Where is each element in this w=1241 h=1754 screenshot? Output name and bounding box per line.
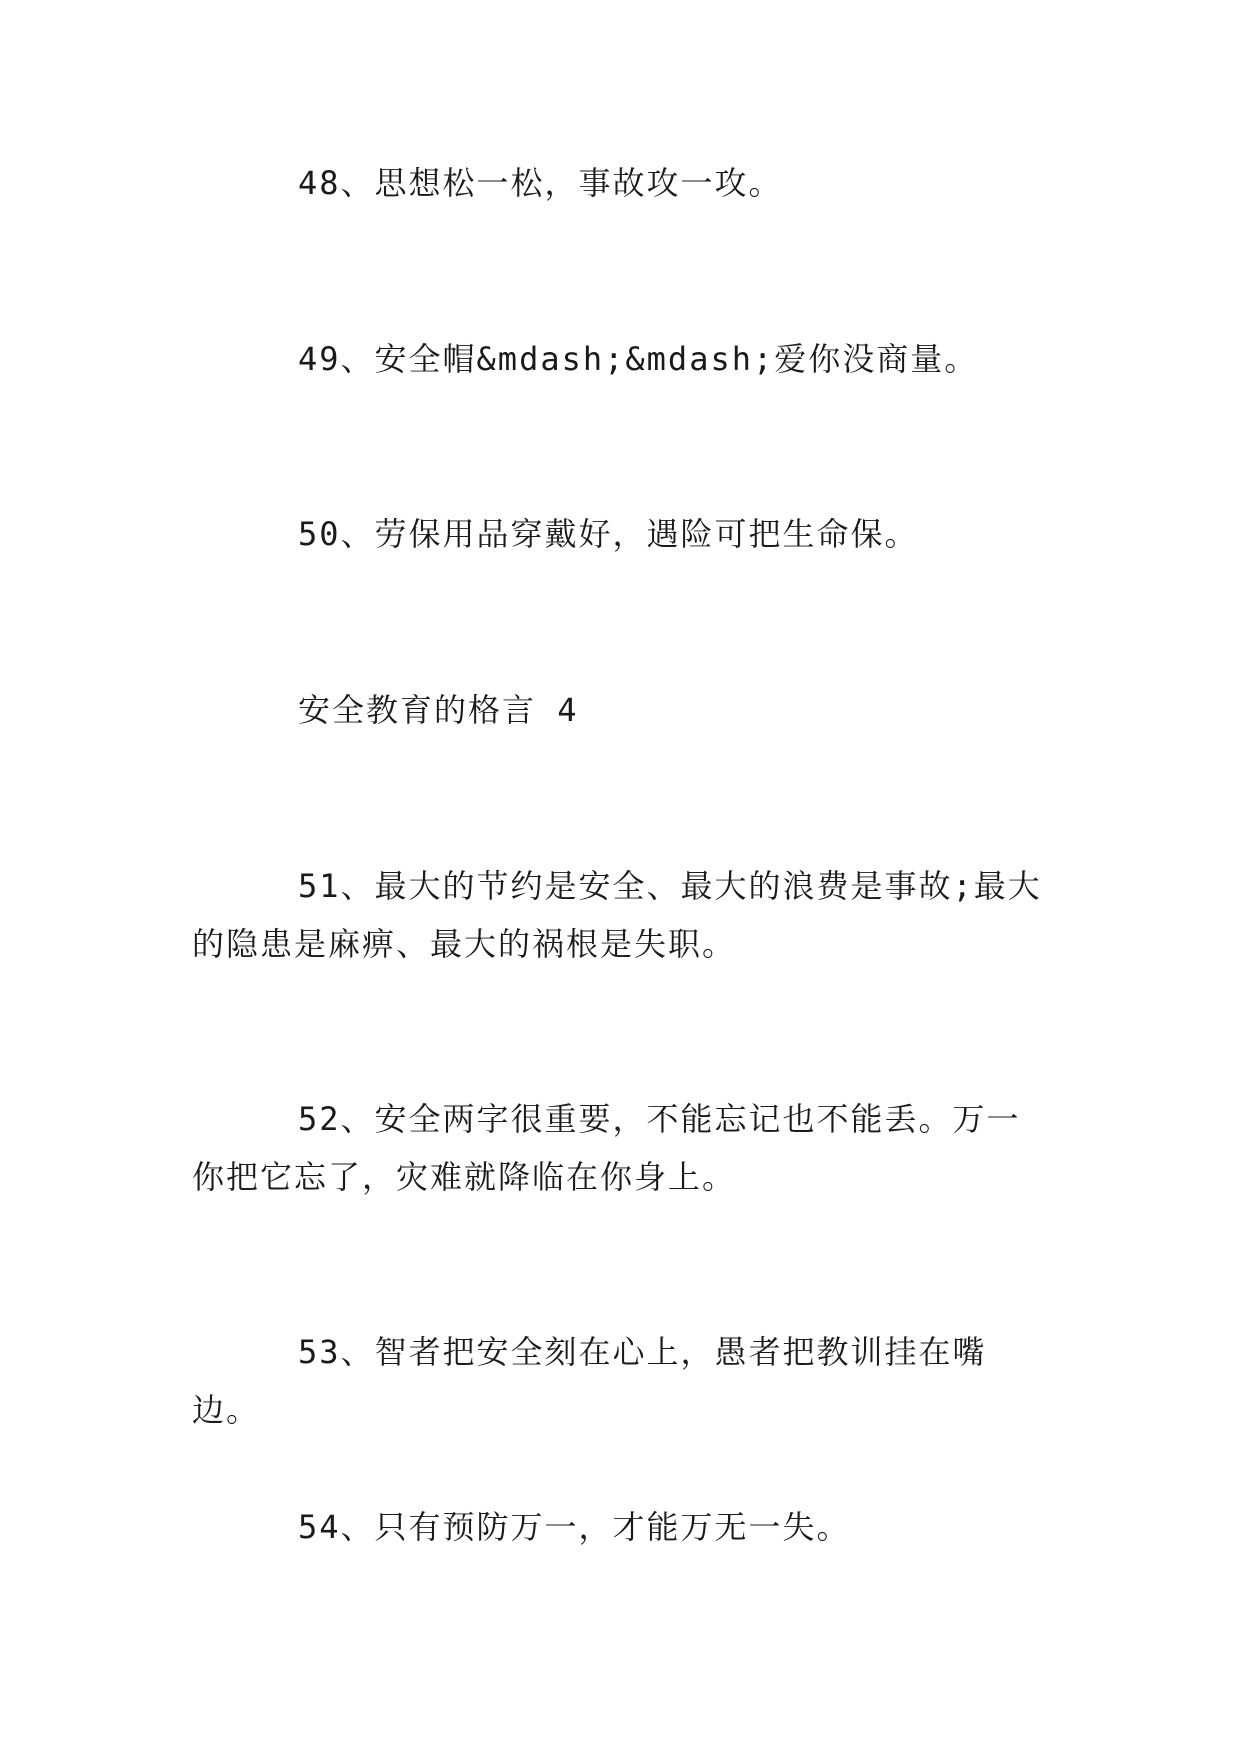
paragraph-48: 48、思想松一松，事故攻一攻。 [298, 164, 783, 202]
paragraph-50: 50、劳保用品穿戴好，遇险可把生命保。 [298, 515, 919, 553]
paragraph-53: 53、智者把安全刻在心上，愚者把教训挂在嘴边。 [192, 1333, 987, 1429]
paragraph-49: 49、安全帽&mdash;&mdash;爱你没商量。 [298, 340, 979, 378]
section-heading: 安全教育的格言 4 [298, 691, 579, 729]
paragraph-52: 52、安全两字很重要，不能忘记也不能丢。万一你把它忘了，灾难就降临在你身上。 [192, 1100, 1021, 1196]
paragraph-54: 54、只有预防万一，才能万无一失。 [298, 1508, 851, 1546]
paragraph-51: 51、最大的节约是安全、最大的浪费是事故;最大的隐患是麻痹、最大的祸根是失职。 [192, 867, 1042, 963]
